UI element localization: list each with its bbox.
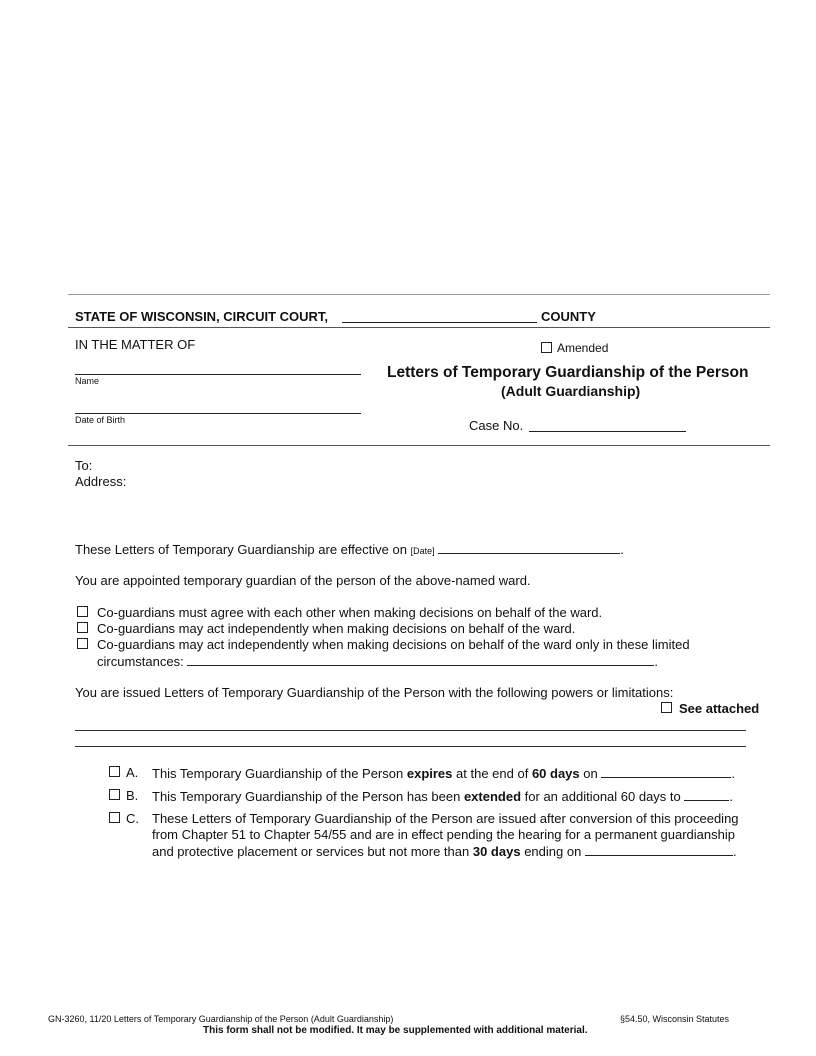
footer-statute: §54.50, Wisconsin Statutes	[620, 1014, 730, 1024]
powers-line-1[interactable]	[75, 730, 746, 731]
coguardian-independent-checkbox[interactable]	[77, 622, 88, 633]
effective-date-field[interactable]	[438, 541, 620, 554]
option-c-checkbox[interactable]	[109, 812, 120, 823]
circumstances-line: circumstances: .	[97, 654, 658, 669]
option-c-letter: C.	[126, 811, 139, 826]
amended-label: Amended	[557, 341, 609, 355]
dob-field[interactable]	[75, 413, 361, 414]
to-label: To:	[75, 458, 93, 473]
coguardian-limited-text: Co-guardians may act independently when making decisions on behalf of the ward only in these limited	[97, 637, 690, 652]
option-c-line-3: and protective placement or services but not more than 30 days ending on .	[152, 844, 737, 859]
effective-text: These Letters of Temporary Guardianship are effective on	[75, 542, 407, 557]
county-name-field[interactable]	[342, 310, 537, 323]
date-label: [Date]	[410, 546, 435, 556]
option-b-letter: B.	[126, 788, 139, 803]
circumstances-label: circumstances:	[97, 654, 184, 669]
county-label: COUNTY	[541, 309, 596, 324]
top-rule	[68, 294, 770, 295]
option-a-date-field[interactable]	[601, 765, 731, 778]
coguardian-agree-checkbox[interactable]	[77, 606, 88, 617]
see-attached-label: See attached	[679, 701, 760, 716]
name-field[interactable]	[75, 374, 361, 375]
powers-text: You are issued Letters of Temporary Guardianship of the Person with the following powers or limitations:	[75, 685, 674, 700]
state-court-label: STATE OF WISCONSIN, CIRCUIT COURT,	[75, 309, 329, 324]
option-c-line-2: from Chapter 51 to Chapter 54/55 and are in effect pending the hearing for a permanent guardianship	[152, 827, 735, 842]
option-b-text: This Temporary Guardianship of the Person has been extended for an additional 60 days to .	[152, 789, 734, 804]
option-b-checkbox[interactable]	[109, 789, 120, 800]
coguardian-agree-text: Co-guardians must agree with each other when making decisions on behalf of the ward.	[97, 605, 603, 620]
name-label: Name	[75, 376, 100, 386]
coguardian-independent-text: Co-guardians may act independently when making decisions on behalf of the ward.	[97, 621, 576, 636]
option-b-date-field[interactable]	[684, 788, 729, 801]
powers-line-2[interactable]	[75, 746, 746, 747]
dob-label: Date of Birth	[75, 415, 126, 425]
case-no-label: Case No.	[469, 418, 524, 433]
header-divider	[68, 327, 770, 328]
appointed-text: You are appointed temporary guardian of the person of the above-named ward.	[75, 573, 531, 588]
circumstances-field[interactable]	[187, 653, 654, 666]
case-no-field[interactable]	[529, 419, 686, 432]
form-title: Letters of Temporary Guardianship of the Person	[387, 364, 749, 381]
option-c-date-field[interactable]	[585, 843, 733, 856]
caption-bottom-rule	[68, 445, 770, 446]
in-matter-of-label: IN THE MATTER OF	[75, 337, 196, 352]
option-a-letter: A.	[126, 765, 139, 780]
address-label: Address:	[75, 474, 127, 489]
option-c-line-1: These Letters of Temporary Guardianship of the Person are issued after conversion of this proceeding	[152, 811, 739, 826]
option-a-text: This Temporary Guardianship of the Person expires at the end of 60 days on .	[152, 766, 735, 781]
footer-form-id: GN-3260, 11/20 Letters of Temporary Guardianship of the Person (Adult Guardianship)	[48, 1014, 394, 1024]
amended-checkbox[interactable]	[541, 342, 552, 353]
option-a-checkbox[interactable]	[109, 766, 120, 777]
effective-sentence: These Letters of Temporary Guardianship are effective on [Date] .	[75, 542, 624, 557]
footer-notice: This form shall not be modified. It may be supplemented with additional material.	[203, 1025, 588, 1036]
coguardian-limited-checkbox[interactable]	[77, 638, 88, 649]
see-attached-checkbox[interactable]	[661, 702, 672, 713]
form-subtitle: (Adult Guardianship)	[501, 383, 641, 399]
